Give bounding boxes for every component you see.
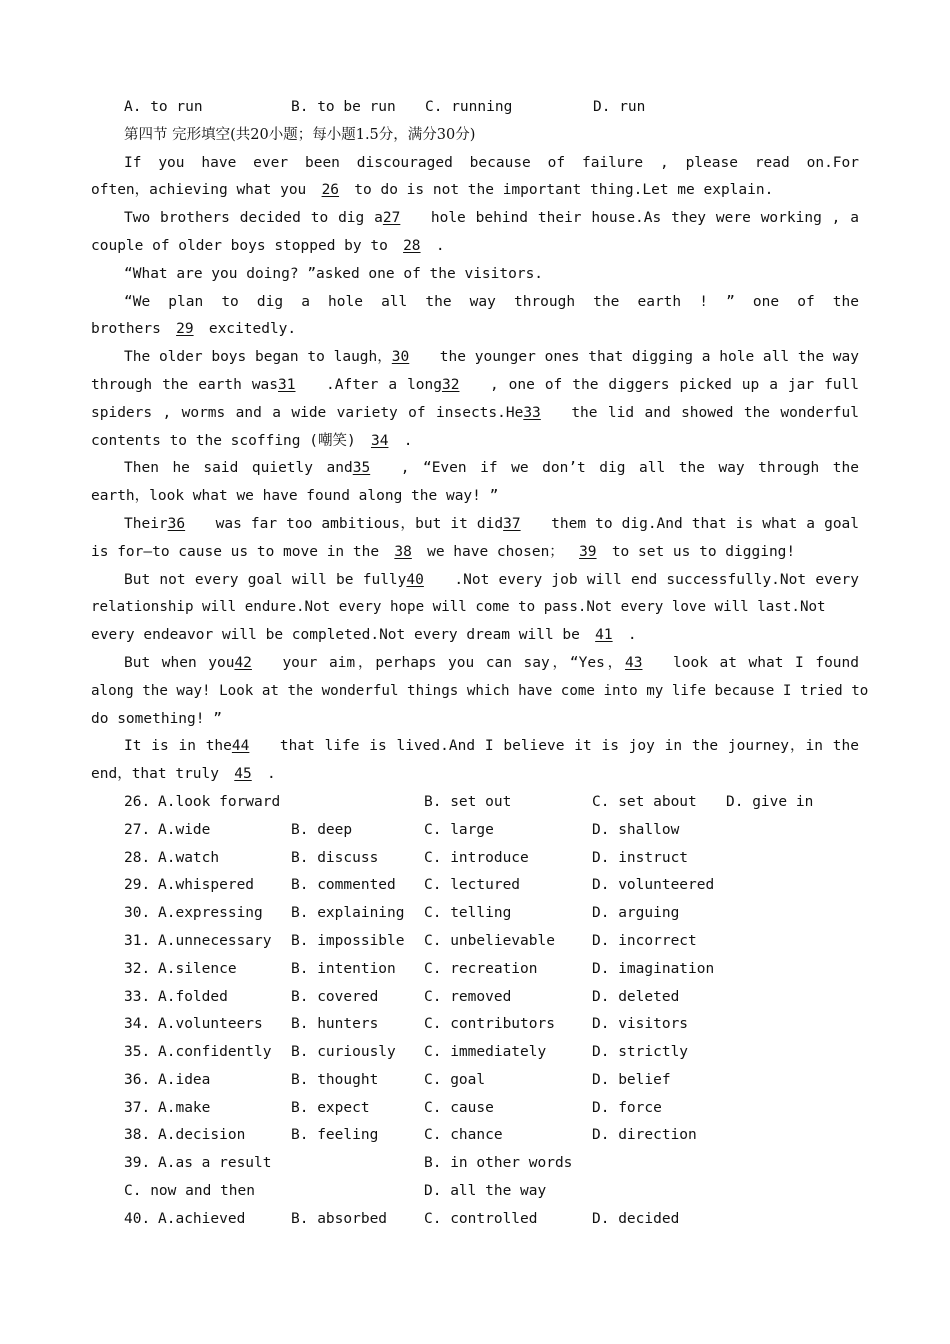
option-a[interactable]: A.whispered: [158, 877, 255, 894]
passage-text: was far too ambitious，but it did: [215, 515, 504, 532]
question-row: [91, 984, 859, 1012]
question-row: [91, 1039, 859, 1067]
blank-26[interactable]: 26: [321, 182, 340, 199]
option-c[interactable]: C. set about: [592, 793, 697, 810]
passage-text: through the earth was: [91, 376, 279, 393]
option-b[interactable]: B. intention: [291, 960, 396, 977]
option-b[interactable]: B. thought: [291, 1071, 379, 1088]
option-d[interactable]: D. imagination: [592, 960, 715, 977]
option-c[interactable]: C. controlled: [424, 1210, 538, 1227]
option-a[interactable]: A.silence: [158, 960, 237, 977]
option-a[interactable]: A.decision: [158, 1127, 246, 1144]
option-b[interactable]: B. in other words: [424, 1155, 573, 1172]
passage-line: [91, 372, 859, 400]
blank-41[interactable]: 41: [595, 627, 613, 644]
question-row: [91, 956, 859, 984]
blank-38[interactable]: 38: [394, 543, 412, 560]
cloze-passage: [91, 150, 869, 789]
blank-42[interactable]: 42: [234, 654, 252, 671]
passage-line: [91, 177, 859, 205]
passage-text: The older boys began to laugh，: [124, 349, 392, 366]
passage-text: that life is lived.And I believe it is joy in the journey，in the: [279, 738, 859, 755]
passage-text: look at what I found: [673, 654, 859, 671]
option-c[interactable]: C. chance: [424, 1127, 503, 1144]
option-b[interactable]: B. set out: [424, 793, 512, 810]
passage-line: earth，look what we have found along the way! ”: [91, 488, 499, 505]
option-a[interactable]: A.folded: [158, 988, 228, 1005]
blank-40[interactable]: 40: [406, 571, 424, 588]
passage-line: [91, 205, 859, 233]
passage-line: [91, 428, 859, 456]
option-b[interactable]: B. absorbed: [291, 1210, 388, 1227]
question-number: 36.: [124, 1071, 151, 1088]
question-row: [91, 1178, 859, 1206]
option-c[interactable]: C. goal: [424, 1071, 486, 1088]
passage-text: excitedly.: [208, 321, 297, 338]
passage-text: Their: [124, 515, 168, 532]
question-number: 34.: [124, 1016, 151, 1033]
option-a[interactable]: A.watch: [158, 849, 220, 866]
passage-text: , one of the diggers picked up a jar full: [489, 376, 859, 393]
option-b[interactable]: B. expect: [291, 1099, 370, 1116]
question-number: 35.: [124, 1044, 151, 1061]
question-number: 32.: [124, 960, 151, 977]
passage-text: them to dig.And that is what a goal: [551, 515, 859, 532]
option-b[interactable]: B. discuss: [291, 849, 379, 866]
blank-29[interactable]: 29: [176, 321, 194, 338]
passage-line: [91, 511, 859, 539]
option-b[interactable]: B. impossible: [291, 932, 405, 949]
option-d[interactable]: D. direction: [592, 1127, 697, 1144]
blank-28[interactable]: 28: [403, 237, 421, 254]
question-number: 26.: [124, 793, 151, 810]
option-d[interactable]: D. decided: [592, 1210, 680, 1227]
option-d[interactable]: D. instruct: [592, 849, 689, 866]
option-a[interactable]: A.achieved: [158, 1210, 246, 1227]
blank-39[interactable]: 39: [579, 543, 597, 560]
option-b[interactable]: B. explaining: [291, 905, 405, 922]
option-number: [91, 94, 124, 122]
option-a[interactable]: A.confidently: [158, 1044, 272, 1061]
blank-31[interactable]: 31: [278, 376, 296, 393]
option-d[interactable]: D. belief: [592, 1071, 671, 1088]
question-number: 40.: [124, 1210, 151, 1227]
question-number: 39.: [124, 1155, 151, 1172]
question-number: 37.: [124, 1099, 151, 1116]
passage-line: [91, 233, 859, 261]
passage-text: we have chosen；: [427, 543, 564, 560]
blank-44[interactable]: 44: [231, 738, 250, 755]
passage-line: [91, 622, 859, 650]
question-options-list: [91, 789, 859, 1234]
question-number: 27.: [124, 821, 151, 838]
passage-text: couple of older boys stopped by to: [91, 237, 388, 254]
question-number: 33.: [124, 988, 151, 1005]
option-a[interactable]: A.unnecessary: [158, 932, 272, 949]
option-b[interactable]: B. commented: [291, 877, 396, 894]
question-row: [91, 900, 859, 928]
question-number: 28.: [124, 849, 151, 866]
option-c[interactable]: C. cause: [424, 1099, 494, 1116]
option-b: B. to be run: [291, 99, 396, 115]
passage-text: to do is not the important thing.Let me explain.: [354, 182, 774, 199]
option-d[interactable]: D. strictly: [592, 1044, 689, 1061]
option-c[interactable]: C. recreation: [424, 960, 538, 977]
passage-text: often，achieving what you: [91, 182, 307, 199]
passage-line: [91, 567, 859, 595]
option-d[interactable]: D. arguing: [592, 905, 680, 922]
q25-options: [91, 94, 859, 122]
passage-line: [91, 733, 859, 761]
option-a[interactable]: A.look forward: [158, 793, 281, 810]
option-a[interactable]: A.wide: [158, 821, 211, 838]
passage-text: is for—to cause us to move in the: [91, 543, 380, 560]
option-a[interactable]: A.make: [158, 1099, 211, 1116]
section-title: 第四节 完形填空(共20小题；每小题1.5分，满分30分): [124, 126, 476, 143]
option-c[interactable]: C. now and then: [124, 1183, 255, 1200]
question-row: [91, 817, 859, 845]
question-row: [91, 928, 859, 956]
question-row: [91, 1122, 859, 1150]
passage-line: [91, 761, 859, 789]
blank-32[interactable]: 32: [441, 376, 460, 393]
option-d[interactable]: D. all the way: [424, 1183, 547, 1200]
blank-43[interactable]: 43: [625, 654, 643, 671]
question-row: [91, 872, 859, 900]
passage-text: .: [267, 766, 276, 783]
passage-line: “What are you doing? ”asked one of the visitors.: [124, 265, 544, 282]
question-number: 29.: [124, 877, 151, 894]
passage-line: [91, 650, 859, 678]
passage-text: It is in the: [124, 738, 232, 755]
blank-45[interactable]: 45: [234, 766, 252, 783]
blank-27[interactable]: 27: [382, 210, 401, 227]
passage-text: Then he said quietly and: [124, 460, 353, 477]
option-c[interactable]: C. introduce: [424, 849, 529, 866]
passage-line: [91, 316, 859, 344]
option-a: A. to run: [124, 99, 203, 115]
question-number: 31.: [124, 932, 151, 949]
exam-page: [91, 94, 869, 1234]
option-c[interactable]: C. lectured: [424, 877, 521, 894]
option-c[interactable]: C. contributors: [424, 1016, 555, 1033]
option-c[interactable]: C. telling: [424, 905, 512, 922]
passage-text: Two brothers decided to dig a: [124, 210, 383, 227]
option-b[interactable]: B. deep: [291, 821, 353, 838]
question-number: 38.: [124, 1127, 151, 1144]
option-d[interactable]: D. deleted: [592, 988, 680, 1005]
option-c[interactable]: C. large: [424, 821, 494, 838]
question-row: [91, 1150, 859, 1178]
question-row: [91, 789, 859, 817]
option-b[interactable]: B. curiously: [291, 1044, 396, 1061]
passage-text: But when you: [124, 654, 235, 671]
passage-line: [91, 539, 859, 567]
passage-text: brothers: [91, 321, 161, 338]
option-d[interactable]: D. shallow: [592, 821, 680, 838]
passage-text: the lid and showed the wonderful: [571, 404, 859, 421]
passage-text: .: [403, 432, 413, 449]
question-number: 30.: [124, 905, 151, 922]
passage-text: the younger ones that digging a hole all the way: [439, 349, 859, 366]
passage-text: hole behind their house.As they were working , a: [430, 210, 859, 227]
passage-text: to set us to digging!: [611, 543, 796, 560]
option-d[interactable]: D. give in: [726, 793, 814, 810]
option-c[interactable]: C. immediately: [424, 1044, 547, 1061]
passage-line: “We plan to dig a hole all the way through the earth ! ” one of the: [124, 293, 859, 310]
passage-text: .: [435, 237, 445, 254]
passage-text: , “Even if we don’t dig all the way through the: [400, 460, 859, 477]
passage-text: spiders , worms and a wide variety of insects.He: [91, 404, 524, 421]
option-d[interactable]: D. force: [592, 1099, 662, 1116]
passage-text: But not every goal will be fully: [124, 571, 407, 588]
blank-33[interactable]: 33: [523, 404, 541, 421]
blank-37[interactable]: 37: [503, 515, 521, 532]
option-d[interactable]: D. volunteered: [592, 877, 715, 894]
option-d: D. run: [593, 99, 646, 115]
question-row: [91, 1095, 859, 1123]
option-b[interactable]: B. hunters: [291, 1016, 379, 1033]
question-row: [91, 1206, 859, 1234]
blank-34[interactable]: 34: [370, 432, 389, 449]
option-a[interactable]: A.volunteers: [158, 1016, 263, 1033]
option-b[interactable]: B. feeling: [291, 1127, 379, 1144]
passage-line: along the way! Look at the wonderful things which have come into my life because I tried to: [91, 682, 869, 699]
option-c[interactable]: C. removed: [424, 988, 512, 1005]
passage-line: If you have ever been discouraged because of failure , please read on.For: [124, 154, 859, 171]
passage-text: every endeavor will be completed.Not every dream will be: [91, 627, 580, 644]
passage-text: .: [627, 627, 637, 644]
option-d[interactable]: D. visitors: [592, 1016, 689, 1033]
option-a[interactable]: A.idea: [158, 1071, 211, 1088]
passage-line: do something! ”: [91, 710, 222, 727]
passage-text: .After a long: [326, 376, 442, 393]
question-row: [91, 845, 859, 873]
option-c[interactable]: C. unbelievable: [424, 932, 555, 949]
option-a[interactable]: A.as a result: [158, 1155, 272, 1172]
blank-30[interactable]: 30: [391, 349, 410, 366]
blank-35[interactable]: 35: [352, 460, 371, 477]
question-row: [91, 1011, 859, 1039]
blank-36[interactable]: 36: [167, 515, 186, 532]
option-c: C. running: [425, 99, 513, 115]
option-d[interactable]: D. incorrect: [592, 932, 697, 949]
option-b[interactable]: B. covered: [291, 988, 379, 1005]
passage-text: end，that truly: [91, 766, 219, 783]
passage-line: relationship will endure.Not every hope will come to pass.Not every love will last.Not: [91, 599, 826, 616]
passage-line: [91, 455, 859, 483]
passage-line: [91, 400, 859, 428]
option-a[interactable]: A.expressing: [158, 905, 263, 922]
passage-text: your aim，perhaps you can say，“Yes，: [282, 654, 626, 671]
question-row: [91, 1067, 859, 1095]
passage-text: .Not every job will end successfully.Not every: [454, 571, 859, 588]
passage-line: [91, 344, 859, 372]
passage-text: contents to the scoffing (嘲笑): [91, 432, 356, 449]
